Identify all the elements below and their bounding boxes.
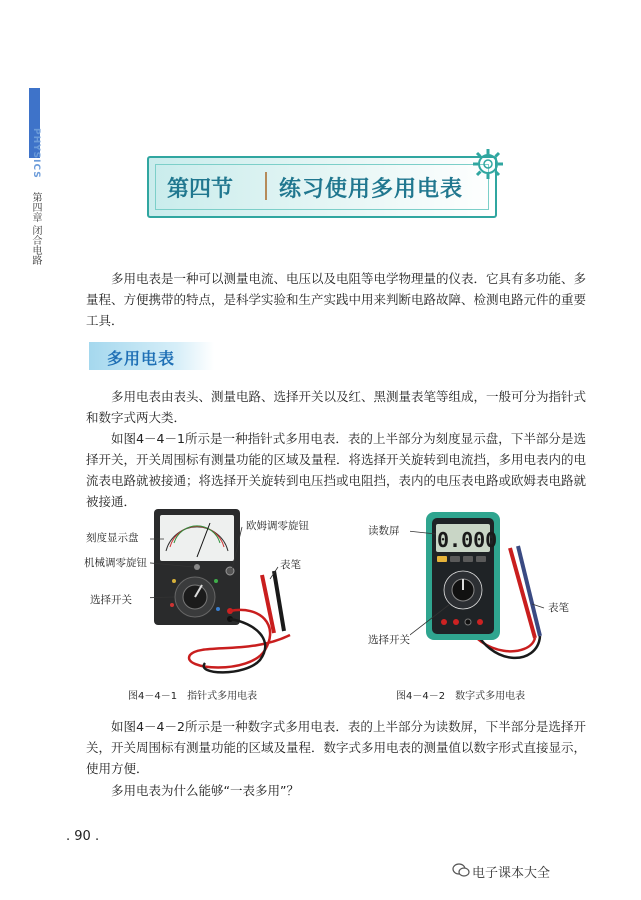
section-number: 第四节 [167,177,234,202]
label-screen: 读数屏 [368,525,400,537]
paragraph-analog-meter: 如图4－4－1所示是一种指针式多用电表．表的上半部分为刻度显示盘，下半部分是选择开关，开关周围标有测量功能的区域及量程．将选择开关旋转到电流挡，多用电表内的电流表电路就被接通；将选择开关旋转到电压挡或电阻挡，表内的电压表电路或欧姆表电路就被接通． [86,431,587,509]
watermark-text: 电子课本大全 [472,866,551,881]
label-probe-digital: 表笔 [548,602,569,614]
page-number: . 90 . [66,829,100,844]
label-ohm-zero-knob: 欧姆调零旋钮 [246,520,309,532]
paragraph-components: 多用电表由表头、测量电路、选择开关以及红、黑测量表笔等组成，一般可分为指针式和数字式两大类． [86,389,587,425]
digital-screen-reading: 0.000 [437,528,498,552]
label-selector-switch: 选择开关 [90,594,132,606]
subsection-heading-box [89,342,214,370]
sidebar-chapter-label: 第四章 闭合电路 [30,192,41,266]
black-probe [274,571,284,631]
label-mechanical-zero-knob: 机械调零旋钮 [84,557,147,569]
figure-caption-2: 图4－4－2 数字式多用电表 [396,691,526,702]
intro-paragraph: 多用电表是一种可以测量电流、电压以及电阻等电学物理量的仪表．它具有多功能、多量程、方便携带的特点，是科学实验和生产实践中用来判断电路故障、检测电路元件的重要工具． [86,271,587,328]
label-dial: 刻度显示盘 [86,532,139,544]
paragraph-digital-meter: 如图4－4－2所示是一种数字式多用电表．表的上半部分为读数屏，下半部分是选择开关，开关周围标有测量功能的区域及量程．数字式多用电表的测量值以数字形式直接显示，使用方便． [86,719,587,776]
analog-meter-dial [160,515,234,561]
wechat-icon [452,862,470,878]
title-separator [265,172,267,200]
label-selector-switch-digital: 选择开关 [368,634,410,646]
gear-icon [470,146,506,182]
mechanical-zero-knob [194,564,200,570]
section-title: 练习使用多用电表 [279,177,464,202]
label-probe: 表笔 [280,559,301,571]
paragraph-question: 多用电表为什么能够“一表多用”？ [111,783,299,798]
section-title-box [147,156,497,218]
figure-caption-1: 图4－4－1 指针式多用电表 [128,691,258,702]
ohm-zero-knob [226,567,234,575]
sidebar-subject-label: PHYSICS [31,128,41,179]
subsection-heading: 多用电表 [107,349,176,368]
